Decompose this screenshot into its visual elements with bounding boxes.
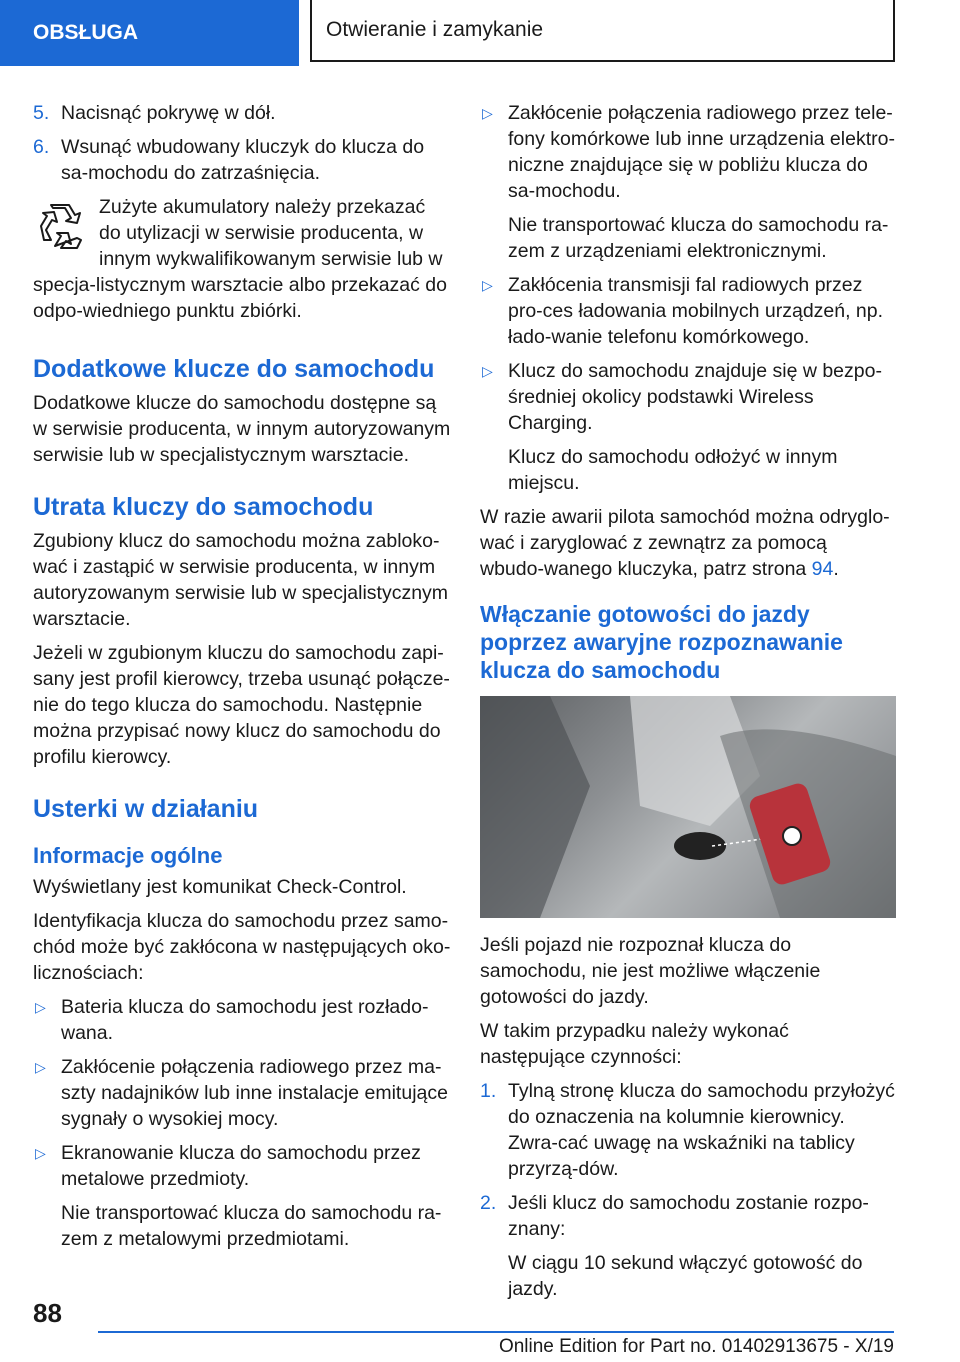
footer-divider: [98, 1331, 894, 1333]
step-item: [33, 100, 451, 126]
step-number: 6.: [33, 136, 50, 158]
right-column: [480, 100, 896, 1310]
page-reference-link[interactable]: 94: [811, 558, 834, 580]
page-header: [0, 0, 960, 66]
chapter-title: Otwieranie i zamykanie: [310, 0, 895, 62]
page-number: 88: [33, 1298, 62, 1328]
left-column: [33, 100, 451, 1260]
step-note: W ciągu 10 sekund włączyć gotowość do jazdy.: [508, 1252, 863, 1300]
list-item-text: Klucz do samochodu znajduje się w bezpo-średniej okolicy podstawki Wireless Charging.: [508, 360, 882, 434]
paragraph: Wyświetlany jest komunikat Check-Control.: [33, 876, 407, 898]
section-tab: OBSŁUGA: [0, 0, 299, 66]
triangle-right-icon: ▷: [482, 363, 493, 379]
recycle-note: [33, 194, 451, 324]
recycle-icon: [33, 194, 85, 258]
step-item: [33, 134, 451, 186]
recycle-note-text: Zużyte akumulatory należy przekazać do utylizacji w serwisie producenta, w innym wykwalifikowanym serwisie lub w specja-listycznym warsztacie albo przekazać do odpo-wiedniego punktu zbiórki.: [33, 196, 447, 322]
step-item: [480, 1190, 896, 1242]
step-number: 2.: [480, 1192, 497, 1214]
paragraph: Zgubiony klucz do samochodu można zabloko-wać i zastąpić w serwisie producenta, w innym autoryzowanym serwisie lub w specjalistycznym warsztacie.: [33, 530, 449, 630]
step-item: [480, 1078, 896, 1182]
footer-edition: Online Edition for Part no. 01402913675 - X/19: [498, 1336, 894, 1357]
list-item-text: Bateria klucza do samochodu jest rozłado-wana.: [61, 996, 429, 1044]
triangle-right-icon: ▷: [35, 1059, 46, 1075]
key-mark-icon: [674, 832, 726, 860]
list-item: [33, 1054, 451, 1132]
heading-emergency-detection: Włączanie gotowości do jazdy poprzez awaryjne rozpoznawanie klucza do samochodu: [480, 601, 843, 683]
emergency-text-end: .: [833, 558, 839, 580]
list-item: [33, 1140, 451, 1192]
list-item-text: Zakłócenie połączenia radiowego przez tele-fony komórkowe lub inne urządzenia elektro-niczne znajdujące się w pobliżu klucza do sa-mochodu.: [508, 102, 895, 202]
step-number: 1.: [480, 1080, 497, 1102]
emergency-text: W razie awarii pilota samochód można odryglo-wać i zaryglować z zewnątrz za pomocą wbudo-wanego kluczyka, patrz strona: [480, 506, 890, 580]
heading-faults: Usterki w działaniu: [33, 795, 259, 823]
step-text: Nacisnąć pokrywę w dół.: [61, 102, 276, 124]
list-item-note: Klucz do samochodu odłożyć w innym miejscu.: [508, 446, 838, 494]
triangle-right-icon: ▷: [35, 1145, 46, 1161]
step-text: Jeśli klucz do samochodu zostanie rozpo-znany:: [508, 1192, 869, 1240]
list-item: [33, 994, 451, 1046]
paragraph: Dodatkowe klucze do samochodu dostępne są w serwisie producenta, w innym autoryzowanym serwisie lub w specjalistycznym warsztacie.: [33, 392, 451, 466]
list-item: [480, 358, 896, 436]
steering-column-illustration: [480, 696, 896, 918]
list-item-text: Zakłócenie połączenia radiowego przez ma-szty nadajników lub inne instalacje emitujące sygnały o wysokiej mocy.: [61, 1056, 448, 1130]
steering-column-key-image: [480, 696, 896, 918]
list-item-text: Ekranowanie klucza do samochodu przez metalowe przedmioty.: [61, 1142, 421, 1190]
triangle-right-icon: ▷: [35, 999, 46, 1015]
list-item-note: Nie transportować klucza do samochodu ra-zem z metalowymi przedmiotami.: [61, 1202, 442, 1250]
step-number: 5.: [33, 102, 50, 124]
step-text: Wsunąć wbudowany kluczyk do klucza do sa-mochodu do zatrzaśnięcia.: [61, 136, 425, 184]
heading-lost-keys: Utrata kluczy do samochodu: [33, 493, 374, 521]
paragraph: [480, 504, 896, 582]
step-text: Tylną stronę klucza do samochodu przyłożyć do oznaczenia na kolumnie kierownicy. Zwra-cać uwagę na wskaźniki na tablicy przyrzą-dów.: [508, 1080, 895, 1180]
paragraph: W takim przypadku należy wykonać następujące czynności:: [480, 1020, 789, 1068]
list-item: [480, 272, 896, 350]
list-item-text: Zakłócenia transmisji fal radiowych przez pro-ces ładowania mobilnych urządzeń, np. łado-wanie telefonu komórkowego.: [508, 274, 884, 348]
heading-general-info: Informacje ogólne: [33, 843, 223, 868]
heading-extra-keys: Dodatkowe klucze do samochodu: [33, 355, 435, 383]
triangle-right-icon: ▷: [482, 277, 493, 293]
paragraph: Jeżeli w zgubionym kluczu do samochodu zapi-sany jest profil kierowcy, trzeba usunąć połącze-nie do tego klucza do samochodu. Następnie można przypisać nowy klucz do samochodu do profilu kierowcy.: [33, 642, 450, 768]
list-item: [480, 100, 896, 204]
list-item-note: Nie transportować klucza do samochodu ra-zem z urządzeniami elektronicznymi.: [508, 214, 889, 262]
paragraph: Jeśli pojazd nie rozpoznał klucza do samochodu, nie jest możliwe włączenie gotowości do jazdy.: [480, 934, 821, 1008]
triangle-right-icon: ▷: [482, 105, 493, 121]
paragraph: Identyfikacja klucza do samochodu przez samo-chód może być zakłócona w następujących oko-licznościach:: [33, 910, 451, 984]
